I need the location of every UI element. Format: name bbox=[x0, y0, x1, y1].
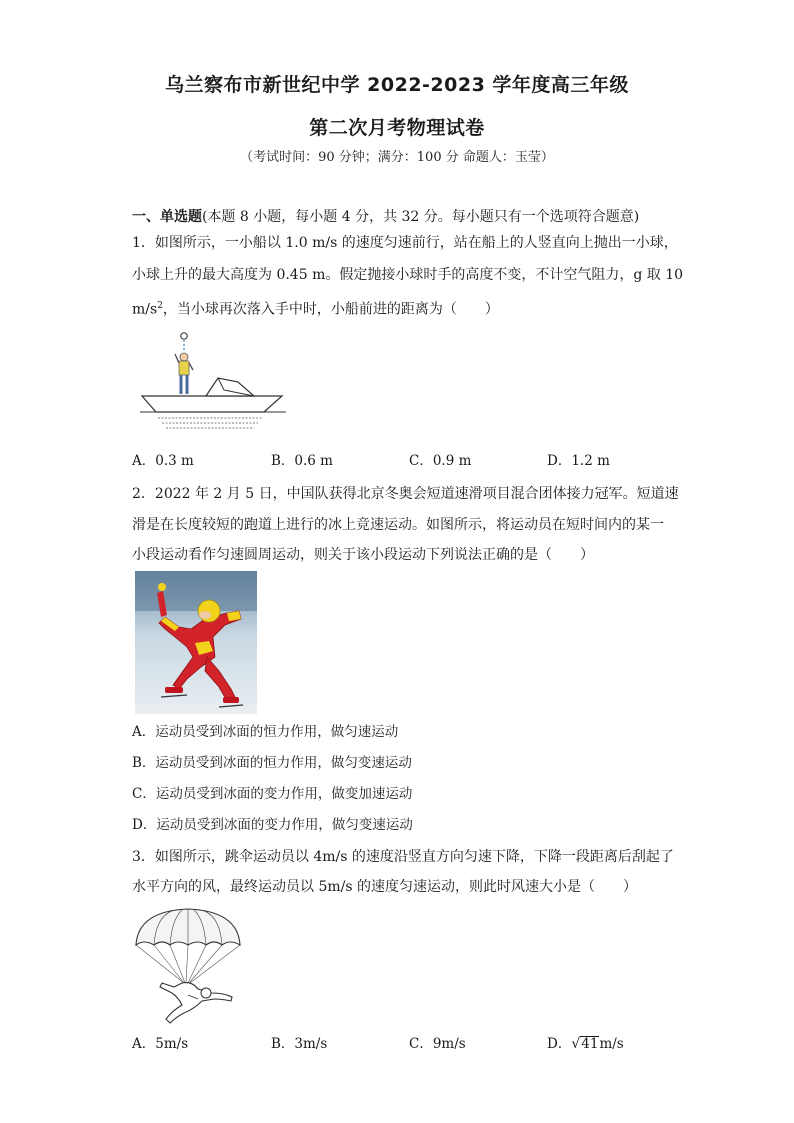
boat-figure bbox=[138, 330, 288, 434]
section-heading bbox=[132, 207, 672, 227]
q1-option-c: C．0.9 m bbox=[409, 453, 472, 469]
q1-text-line1: 1．如图所示，一小船以 1.0 m/s 的速度匀速前行，站在船上的人竖直向上抛出一小球， bbox=[132, 235, 678, 251]
q3-option-d-radicand: 41 bbox=[581, 1036, 599, 1052]
q2-option-a: A．运动员受到冰面的恒力作用，做匀速运动 bbox=[132, 724, 399, 740]
q3-option-d-prefix: D． bbox=[547, 1036, 572, 1052]
q2-text-line1: 2．2022 年 2 月 5 日，中国队获得北京冬奥会短道速滑项目混合团体接力冠军。短道速 bbox=[132, 486, 679, 502]
q3-option-c: C．9m/s bbox=[409, 1036, 466, 1052]
q2-option-d: D．运动员受到冰面的变力作用，做匀变速运动 bbox=[132, 817, 413, 833]
section-label: 一、单选题 bbox=[132, 209, 202, 225]
q2-text-line2: 滑是在长度较短的跑道上进行的冰上竞速运动。如图所示，将运动员在短时间内的某一 bbox=[132, 517, 664, 533]
q1-text-line2: 小球上升的最大高度为 0.45 m。假定抛接小球时手的高度不变，不计空气阻力，g 取 10 bbox=[132, 267, 684, 283]
speed-skater-photo bbox=[135, 571, 257, 714]
q1-unit: m/s bbox=[132, 301, 158, 318]
q2-option-c: C．运动员受到冰面的变力作用，做变加速运动 bbox=[132, 786, 413, 802]
q1-option-a: A．0.3 m bbox=[132, 453, 194, 469]
exam-title-line1: 乌兰察布市新世纪中学 2022-2023 学年度高三年级 bbox=[165, 74, 629, 96]
ball-icon bbox=[181, 333, 187, 339]
q3-text-line1: 3．如图所示，跳伞运动员以 4m/s 的速度沿竖直方向匀速下降，下降一段距离后刮起了 bbox=[132, 849, 674, 865]
person-icon bbox=[180, 353, 188, 361]
q3-option-d-unit: m/s bbox=[599, 1036, 624, 1052]
q1-question-end: ，当小球再次落入手中时，小船前进的距离为（ ） bbox=[162, 301, 499, 318]
parachutist-figure bbox=[132, 905, 244, 1027]
exam-title-line2: 第二次月考物理试卷 bbox=[309, 117, 485, 139]
q1-text-line3 bbox=[132, 296, 672, 320]
q1-unit-exponent: 2 bbox=[157, 301, 163, 311]
q2-text-line3: 小段运动看作匀速圆周运动，则关于该小段运动下列说法正确的是（ ） bbox=[132, 547, 594, 563]
q3-option-d bbox=[547, 1034, 624, 1054]
q3-option-a: A．5m/s bbox=[132, 1036, 189, 1052]
q2-option-b: B．运动员受到冰面的恒力作用，做匀变速运动 bbox=[132, 755, 412, 771]
skydiver-icon bbox=[160, 983, 232, 1023]
sqrt-icon: √ bbox=[571, 1036, 581, 1052]
q1-option-b: B．0.6 m bbox=[271, 453, 333, 469]
q3-option-b: B．3m/s bbox=[271, 1036, 328, 1052]
q1-option-d: D．1.2 m bbox=[547, 453, 610, 469]
section-description: (本题 8 小题，每小题 4 分，共 32 分。每小题只有一个选项符合题意) bbox=[202, 209, 640, 225]
exam-info: （考试时间：90 分钟；满分：100 分 命题人：玉莹） bbox=[240, 150, 554, 165]
q3-text-line2: 水平方向的风，最终运动员以 5m/s 的速度匀速运动，则此时风速大小是（ ） bbox=[132, 879, 637, 895]
